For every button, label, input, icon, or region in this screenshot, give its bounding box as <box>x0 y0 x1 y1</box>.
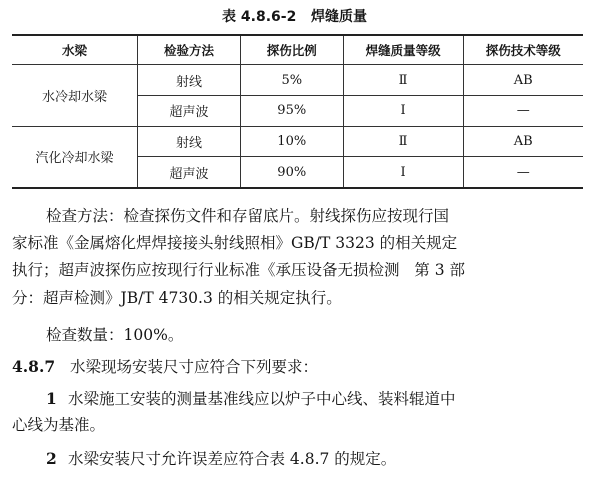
inspection-method-line: 检查方法：检查探伤文件和存留底片。射线探伤应按现行国 <box>46 207 450 225</box>
item-1-continuation: 心线为基准。 <box>12 416 106 434</box>
grade-cell: Ⅰ <box>343 95 463 126</box>
item-2-number: 2 <box>46 449 57 468</box>
table-header-row <box>12 35 583 65</box>
table-row <box>12 126 583 157</box>
ratio-cell: 95% <box>240 95 343 126</box>
item-1-number: 1 <box>46 389 57 408</box>
header-beam: 水梁 <box>12 35 138 65</box>
inspection-method-line: 家标准《金属熔化焊焊接接头射线照相》GB/T 3323 的相关规定 <box>12 234 458 252</box>
tech-cell: AB <box>463 65 583 96</box>
inspection-method-line: 执行；超声波探伤应按现行行业标准《承压设备无损检测 第 3 部 <box>12 261 465 279</box>
item-2-text: 水梁安装尺寸允许误差应符合表 4.8.7 的规定。 <box>68 450 397 468</box>
tech-cell: — <box>463 157 583 188</box>
method-cell: 射线 <box>138 65 241 96</box>
tech-cell: — <box>463 95 583 126</box>
header-grade: 焊缝质量等级 <box>343 35 463 65</box>
table-caption: 表 4.8.6-2 焊缝质量 <box>222 9 367 25</box>
beam-cell: 汽化冷却水梁 <box>12 126 138 188</box>
ratio-cell: 5% <box>240 65 343 96</box>
inspection-method-line: 分：超声检测》JB/T 4730.3 的相关规定执行。 <box>12 289 342 307</box>
clause-4-8-7 <box>12 354 582 380</box>
item-1-line <box>46 386 589 412</box>
method-cell: 射线 <box>138 126 241 157</box>
header-method: 检验方法 <box>138 35 241 65</box>
method-cell: 超声波 <box>138 95 241 126</box>
tech-cell: AB <box>463 126 583 157</box>
header-ratio: 探伤比例 <box>240 35 343 65</box>
grade-cell: Ⅱ <box>343 65 463 96</box>
ratio-cell: 10% <box>240 126 343 157</box>
table-row <box>12 65 583 96</box>
header-tech: 探伤技术等级 <box>463 35 583 65</box>
ratio-cell: 90% <box>240 157 343 188</box>
inspection-quantity: 检查数量：100%。 <box>46 326 184 344</box>
grade-cell: Ⅱ <box>343 126 463 157</box>
weld-quality-table <box>12 34 583 189</box>
method-cell: 超声波 <box>138 157 241 188</box>
item-2-line <box>46 446 589 472</box>
item-1-text: 水梁施工安装的测量基准线应以炉子中心线、装料辊道中 <box>68 390 456 408</box>
beam-cell: 水冷却水梁 <box>12 65 138 126</box>
clause-number: 4.8.7 <box>12 357 56 376</box>
clause-text: 水梁现场安装尺寸应符合下列要求： <box>69 358 318 376</box>
grade-cell: Ⅰ <box>343 157 463 188</box>
